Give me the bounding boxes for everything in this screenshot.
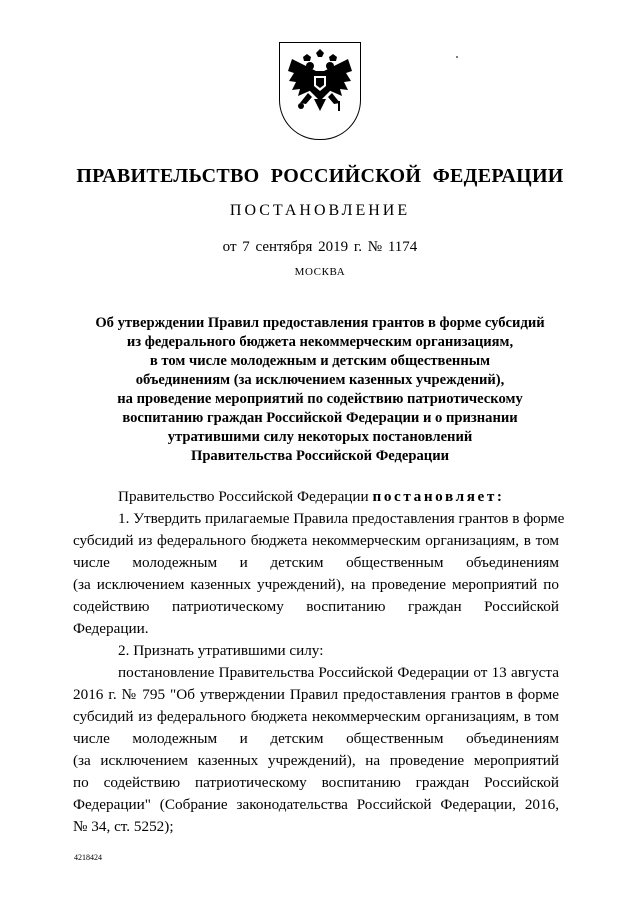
paragraph-1-line: 1. Утвердить прилагаемые Правила предоставления грантов в форме [118, 510, 565, 527]
heading-line: на проведение мероприятий по содействию патриотическому [117, 391, 523, 407]
intro-emphasis: постановляет: [372, 488, 505, 505]
heading-line: Правительства Российской Федерации [190, 448, 450, 464]
government-title: ПРАВИТЕЛЬСТВО РОССИЙСКОЙ ФЕДЕРАЦИИ [76, 165, 564, 187]
heading-line: утратившими силу некоторых постановлений [167, 429, 473, 445]
paragraph-3-line: Федерации" (Собрание законодательства Российской Федерации, 2016, [73, 796, 559, 813]
paragraph-1-line: (за исключением казенных учреждений), на проведение мероприятий по [73, 576, 559, 593]
paragraph-1-line: числе молодежным и детским общественным объединениям [73, 554, 559, 571]
paragraph-3-line: постановление Правительства Российской Федерации от 13 августа [118, 664, 559, 681]
document-type: ПОСТАНОВЛЕНИЕ [229, 202, 411, 219]
intro-text: Правительство Российской Федерации [118, 488, 373, 505]
paragraph-1-line: Федерации. [73, 620, 149, 637]
paragraph-3-line: (за исключением казенных учреждений), на проведение мероприятий [73, 752, 559, 769]
heading-line: Об утверждении Правил предоставления грантов в форме субсидий [95, 315, 545, 331]
paragraph-3-line: 2016 г. № 795 "Об утверждении Правил предоставления грантов в форме [73, 686, 559, 703]
double-headed-eagle-icon [286, 49, 354, 119]
heading-line: в том числе молодежным и детским общественным [149, 353, 491, 369]
heading-line: воспитанию граждан Российской Федерации и о признании [122, 410, 518, 426]
document-body [73, 486, 565, 838]
paragraph-1-line: содействию патриотическому воспитанию граждан Российской [73, 598, 559, 615]
intro-line [73, 486, 559, 508]
document-heading [60, 314, 580, 466]
paragraph-1-line: субсидий из федерального бюджета некоммерческим организациям, в том [73, 532, 559, 549]
city: МОСКВА [294, 266, 346, 278]
paragraph-2: 2. Признать утратившими силу: [118, 642, 324, 659]
paragraph-3-line: № 34, ст. 5252); [73, 818, 174, 835]
scan-mark [456, 56, 458, 58]
heading-line: объединениям (за исключением казенных учреждений), [135, 372, 505, 388]
coat-of-arms-emblem [279, 42, 361, 140]
paragraph-3-line: числе молодежным и детским общественным объединениям [73, 730, 559, 747]
date-and-number: от 7 сентября 2019 г. № 1174 [222, 239, 418, 255]
paragraph-3-line: по содействию патриотическому воспитанию граждан Российской [73, 774, 559, 791]
paragraph-3-line: субсидий из федерального бюджета некоммерческим организациям, в том [73, 708, 559, 725]
heading-line: из федерального бюджета некоммерческим организациям, [126, 334, 514, 350]
document-code: 4218424 [74, 853, 102, 862]
